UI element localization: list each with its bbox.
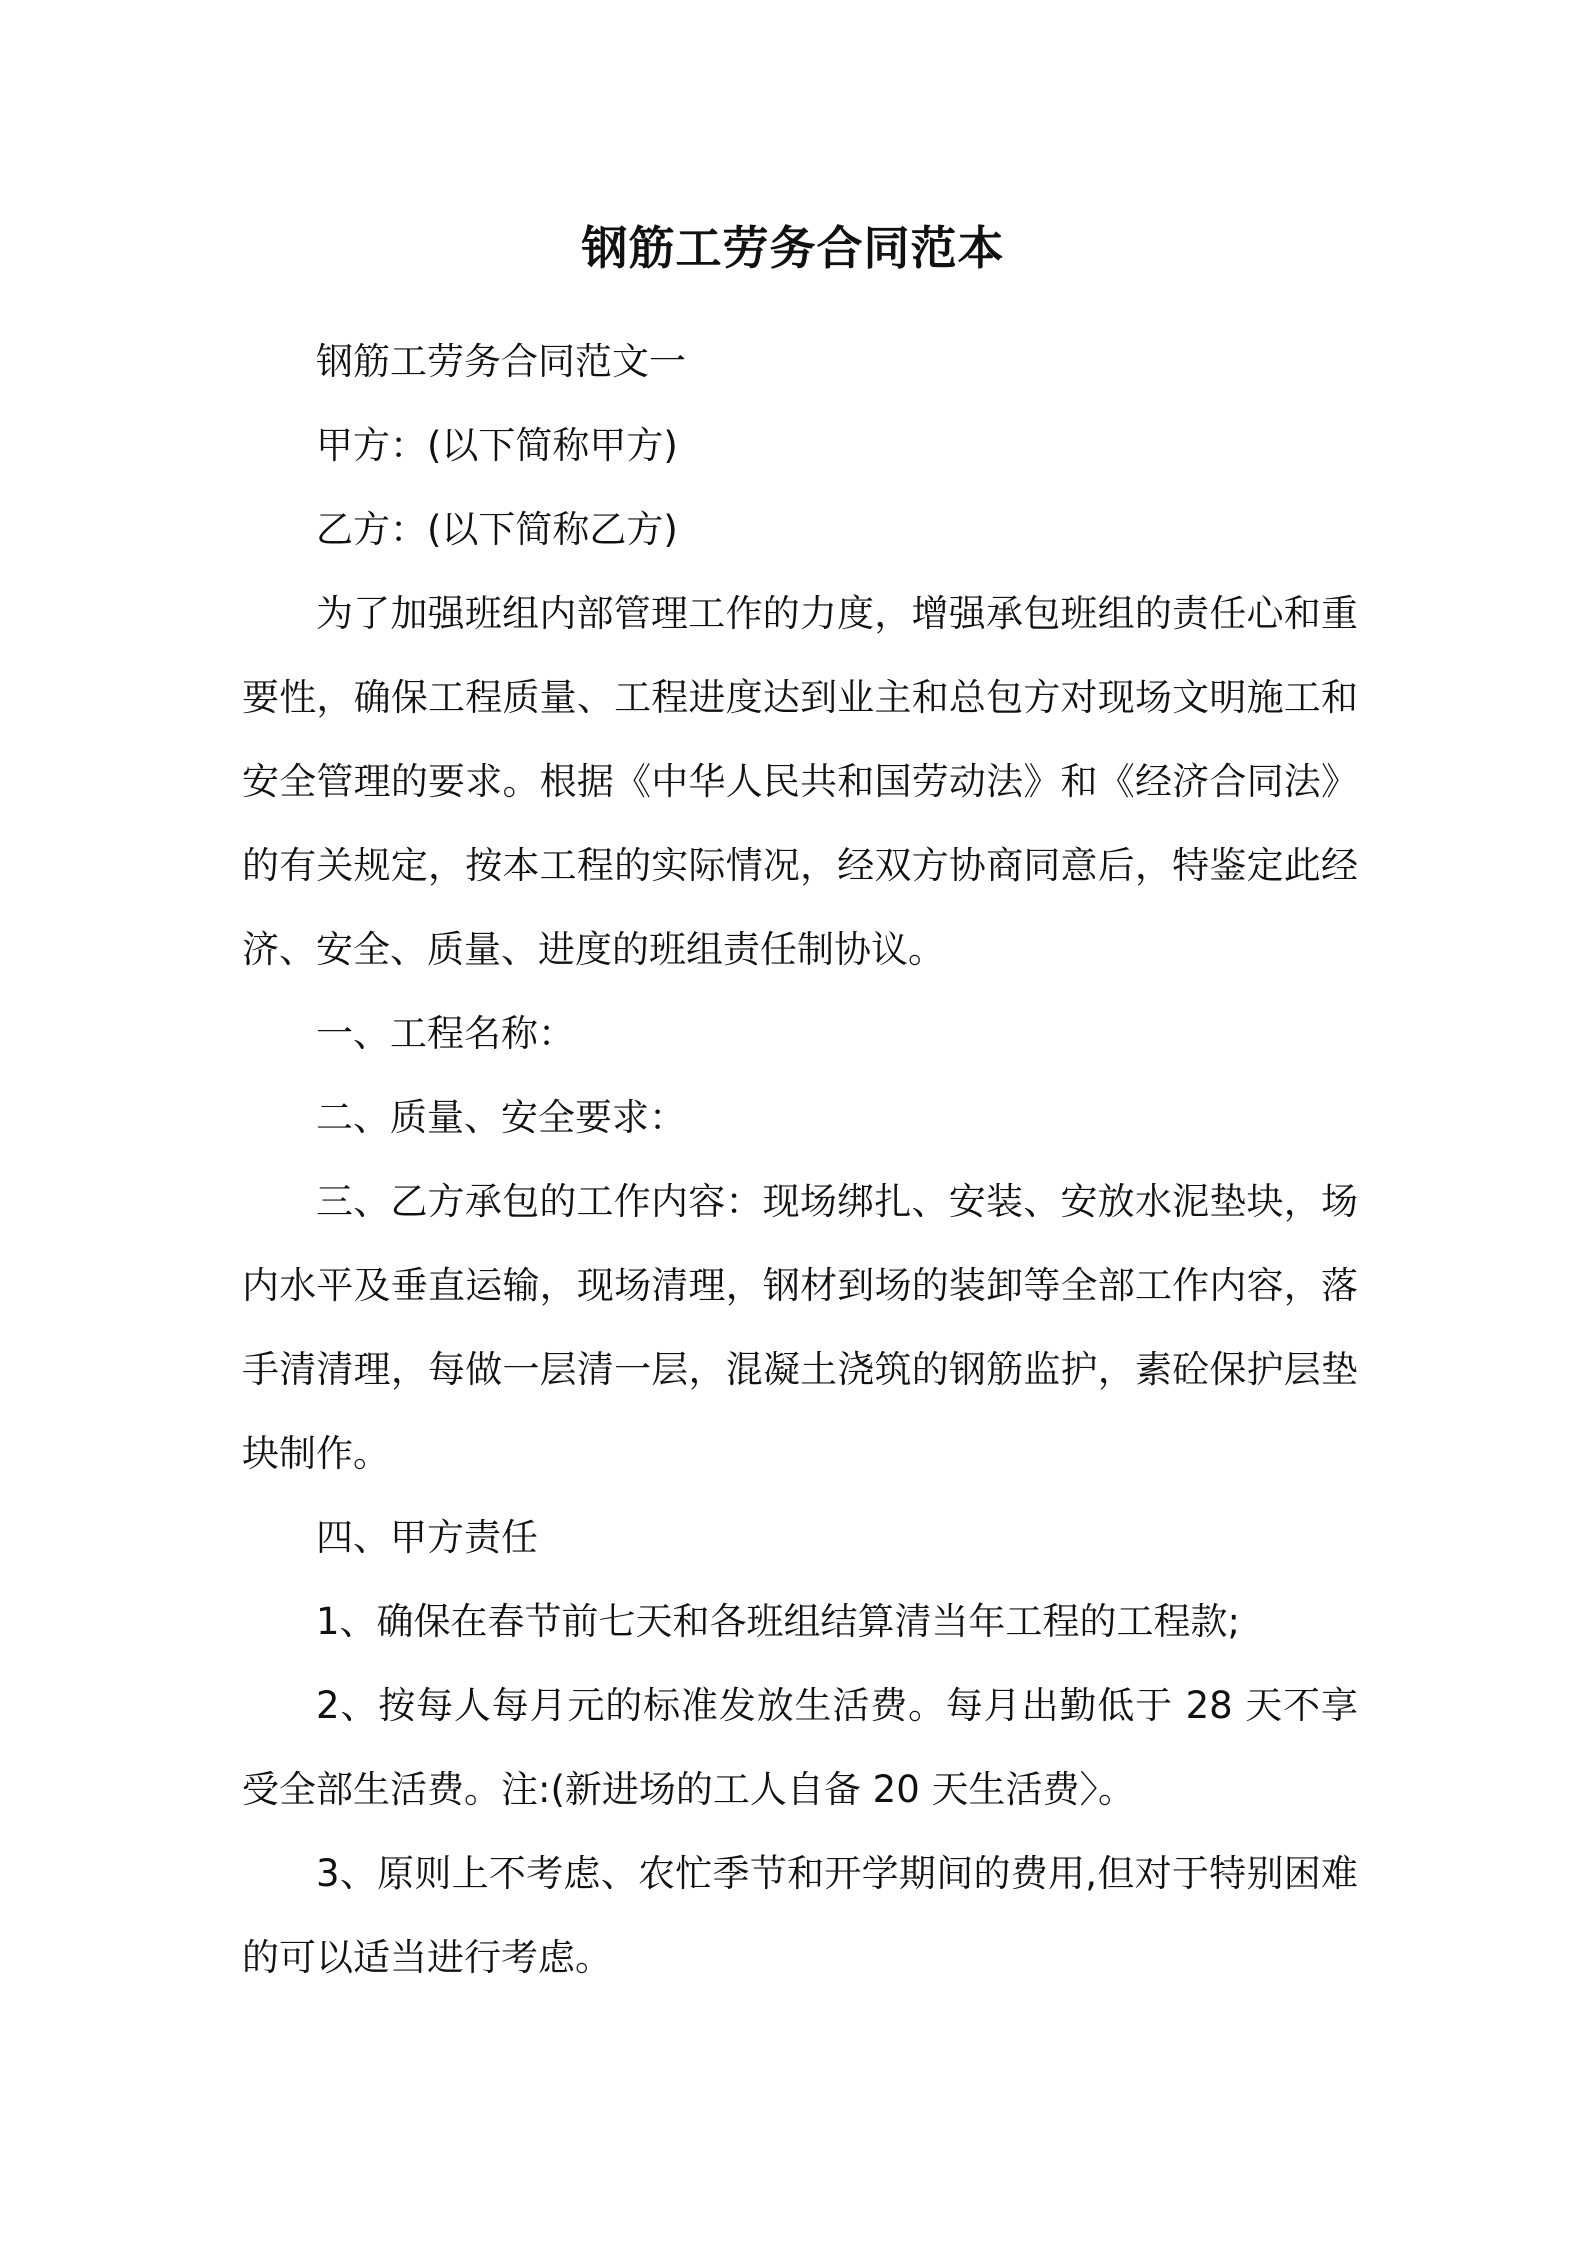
document-title: 钢筋工劳务合同范本 (581, 221, 1005, 275)
section-heading-quality-safety: 二、质量、安全要求： (316, 1096, 686, 1139)
party-b-paragraph: 乙方：(以下简称乙方) (316, 508, 678, 551)
work-content-paragraph: 三、乙方承包的工作内容：现场绑扎、安装、安放水泥垫块，场内水平及垂直运输，现场清理，钢材到场的装卸等全部工作内容，落手清清理，每做一层清一层，混凝土浇筑的钢筋监护，素砼保护层垫块制作。 (242, 1180, 1358, 1475)
duty-item-1: 1、确保在春节前七天和各班组结算清当年工程的工程款; (316, 1600, 1241, 1643)
party-a-paragraph: 甲方：(以下简称甲方) (316, 424, 678, 467)
preamble-paragraph: 为了加强班组内部管理工作的力度，增强承包班组的责任心和重要性，确保工程质量、工程进度达到业主和总包方对现场文明施工和安全管理的要求。根据《中华人民共和国劳动法》和《经济合同法》的有关规定，按本工程的实际情况，经双方协商同意后，特鉴定此经济、安全、质量、进度的班组责任制协议。 (242, 592, 1358, 971)
subtitle-paragraph: 钢筋工劳务合同范文一 (316, 340, 686, 383)
duty-item-3: 3、原则上不考虑、农忙季节和开学期间的费用,但对于特别困难的可以适当进行考虑。 (242, 1852, 1358, 1979)
duty-item-2: 2、按每人每月元的标准发放生活费。每月出勤低于 28 天不享受全部生活费。注:(新进场的工人自备 20 天生活费〉。 (242, 1684, 1358, 1811)
section-heading-party-a-duties: 四、甲方责任 (316, 1516, 538, 1559)
document-body (242, 320, 1358, 2000)
section-heading-project-name: 一、工程名称： (316, 1012, 575, 1055)
